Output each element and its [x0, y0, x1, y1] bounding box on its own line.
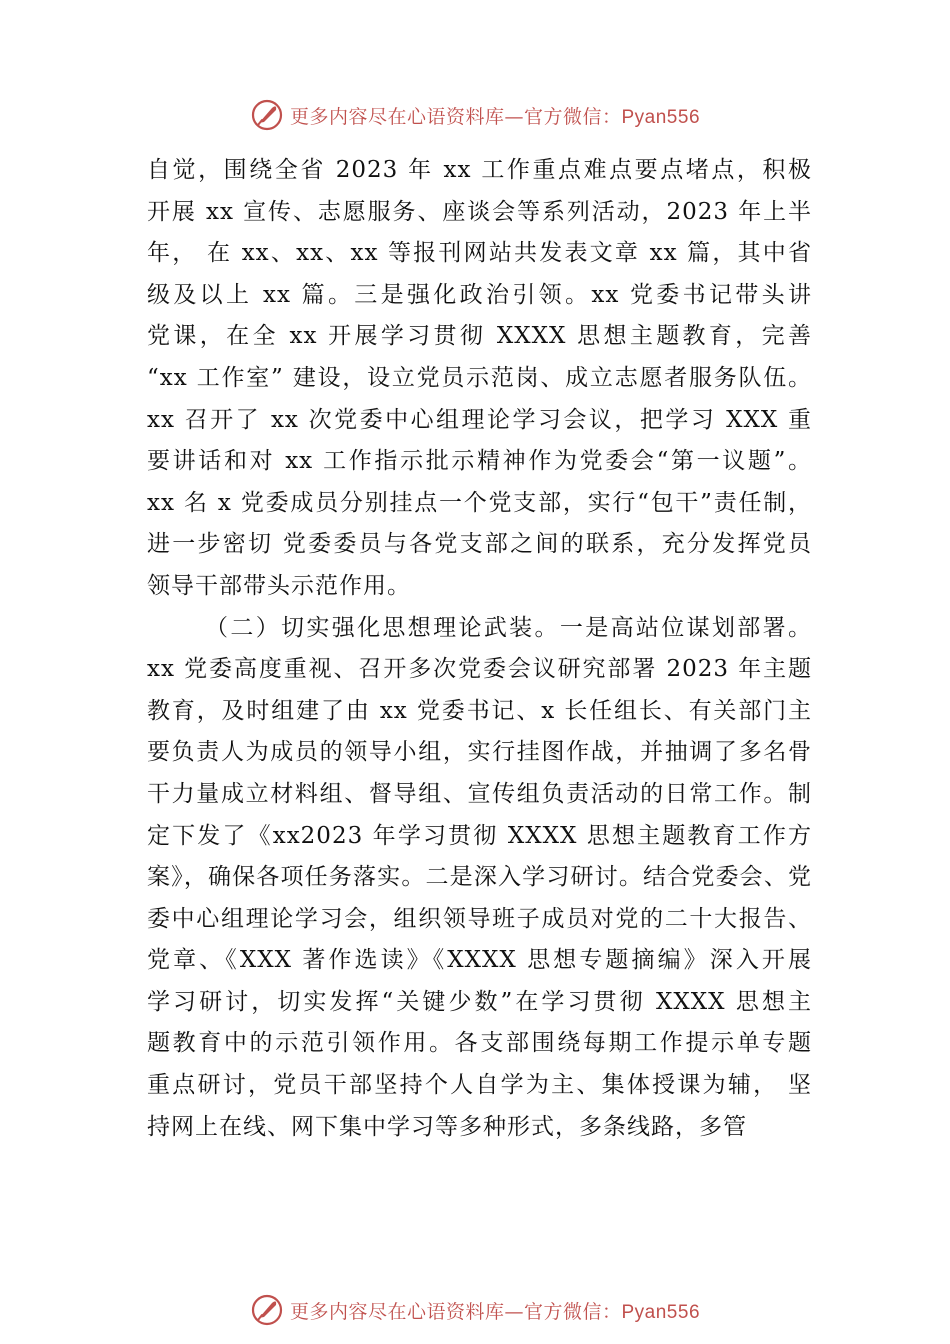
text-line: 自觉，围绕全省 2023 年 xx 工作重点难点要点堵点，积极 — [147, 157, 812, 183]
watermark-text: 更多内容尽在心语资料库—官方微信：Pyan556 — [289, 1300, 701, 1323]
watermark-text: 更多内容尽在心语资料库—官方微信：Pyan556 — [289, 105, 701, 128]
quill-pen-logo-icon — [250, 98, 284, 132]
text-line: 重点研讨，党员干部坚持个人自学为主、集体授课为辅， 坚 — [147, 1072, 812, 1099]
document-body — [147, 150, 812, 1148]
text-line: 领导干部带头示范作用。 — [147, 572, 411, 599]
text-line: 持网上在线、网下集中学习等多种形式，多条线路，多管 — [147, 1113, 747, 1140]
text-line: “xx 工作室” 建设，设立党员示范岗、成立志愿者服务队伍。 — [147, 364, 812, 391]
text-line: 党课，在全 xx 开展学习贯彻 XXXX 思想主题教育，完善 — [147, 323, 812, 350]
text-line: 要讲话和对 xx 工作指示批示精神作为党委会“第一议题”。 — [147, 448, 812, 475]
text-line: 进一步密切 党委委员与各党支部之间的联系，充分发挥党员 — [147, 531, 812, 558]
text-line: 党章、《XXX 著作选读》《XXXX 思想专题摘编》深入开展 — [147, 947, 812, 974]
text-line: 要负责人为成员的领导小组，实行挂图作战，并抽调了多名骨 — [147, 739, 812, 766]
text-line: 教育，及时组建了由 xx 党委书记、x 长任组长、有关部门主 — [147, 697, 812, 724]
text-line: 学习研讨，切实发挥“关键少数”在学习贯彻 XXXX 思想主 — [147, 988, 812, 1015]
wechat-id: Pyan556 — [621, 106, 701, 128]
text-line: 年， 在 xx、xx、xx 等报刊网站共发表文章 xx 篇，其中省 — [147, 240, 812, 267]
wechat-id: Pyan556 — [621, 1301, 701, 1323]
paragraph — [147, 150, 812, 608]
text-line: 题教育中的示范引领作用。各支部围绕每期工作提示单专题 — [147, 1030, 812, 1057]
text-line: 开展 xx 宣传、志愿服务、座谈会等系列活动，2023 年上半 — [147, 198, 812, 225]
text-line: 案》，确保各项任务落实。二是深入学习研讨。结合党委会、党 — [147, 864, 812, 891]
text-line: xx 党委高度重视、召开多次党委会议研究部署 2023 年主题 — [147, 656, 812, 683]
watermark-footer — [0, 1290, 950, 1330]
text-line: （二）切实强化思想理论武装。一是高站位谋划部署。 — [205, 614, 812, 641]
text-line: 干力量成立材料组、督导组、宣传组负责活动的日常工作。制 — [147, 780, 812, 807]
quill-pen-logo-icon — [250, 1293, 284, 1327]
text-line: 定下发了《xx2023 年学习贯彻 XXXX 思想主题教育工作方 — [147, 822, 812, 849]
text-line: 级及以上 xx 篇。三是强化政治引领。xx 党委书记带头讲 — [147, 281, 812, 308]
paragraph — [147, 608, 812, 1149]
text-line: xx 召开了 xx 次党委中心组理论学习会议，把学习 XXX 重 — [147, 406, 812, 433]
text-line: 委中心组理论学习会，组织领导班子成员对党的二十大报告、 — [147, 905, 812, 932]
watermark-header — [0, 95, 950, 135]
text-line: xx 名 x 党委成员分别挂点一个党支部，实行“包干”责任制， — [147, 489, 812, 516]
